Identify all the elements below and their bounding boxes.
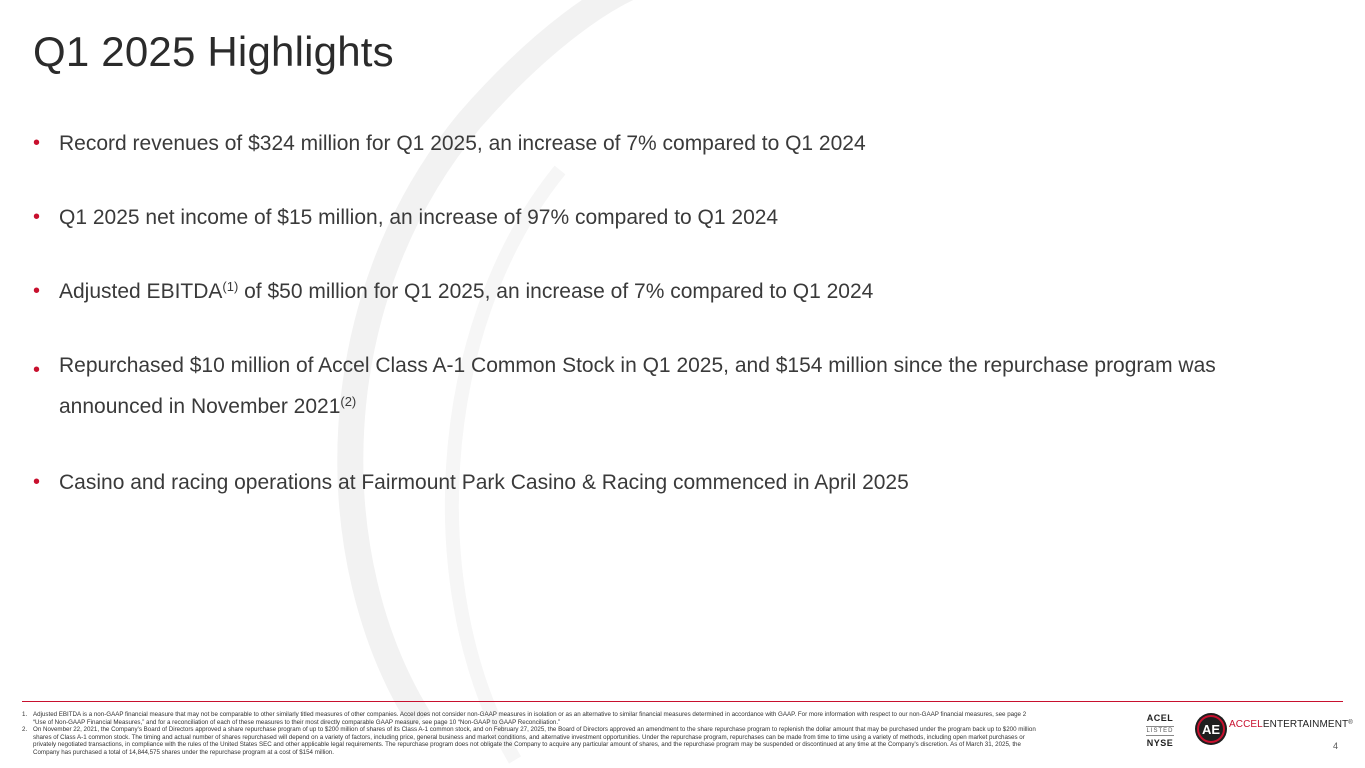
nyse-listed-badge	[1142, 713, 1178, 751]
accel-entertainment-logo-icon	[1194, 712, 1228, 746]
footnote-number: 2.	[22, 726, 28, 734]
logo-trademark: ®	[1348, 720, 1353, 726]
page-title: Q1 2025 Highlights	[33, 28, 394, 75]
highlights-list	[33, 128, 1293, 498]
footnote-number: 1.	[22, 711, 28, 718]
bullet-item-revenue	[33, 128, 1293, 159]
page-number: 4	[1333, 741, 1339, 751]
nyse-exchange: NYSE	[1146, 738, 1174, 748]
bullet-text-pre: Adjusted EBITDA	[59, 280, 223, 303]
logo-badge-text: AE	[1201, 722, 1221, 737]
bullet-item-adjusted-ebitda	[33, 276, 1293, 307]
bullet-text-pre: Repurchased $10 million of Accel Class A-1 Common Stock in Q1 2025, and $154 million since the repurchase program was announced in November 2021	[59, 354, 1216, 418]
footnote-1	[22, 711, 1037, 726]
bullet-text: Q1 2025 net income of $15 million, an increase of 97% compared to Q1 2024	[59, 206, 779, 229]
company-logo-wordmark	[1229, 719, 1353, 730]
nyse-listed-label: LISTED	[1146, 728, 1174, 734]
bullet-item-fairmount	[33, 467, 1293, 498]
logo-name-accent: ACCEL	[1229, 719, 1263, 730]
bullet-text-post: of $50 million for Q1 2025, an increase of 7% compared to Q1 2024	[238, 280, 874, 303]
footnote-text: On November 22, 2021, the Company’s Board of Directors approved a share repurchase program of up to $200 million of shares of its Class A-1 common stock, and on February 27, 2025, the Board of Directors approved an amendment to the share repurchase program to replenish the dollar amount that may be purchased under the program back up to $200 million shares of Class A-1 common stock. The timing and actual number of shares repurchased will depend on a variety of factors, including price, general business and market conditions, and alternative investment opportunities. Under the repurchase program, repurchases can be made from time to time using a variety of methods, including open market purchases or privately negotiated transactions, in compliance with the rules of the United States SEC and other applicable legal requirements. The repurchase program does not obligate the Company to acquire any particular amount of shares, and the repurchase program may be suspended or discontinued at any time at the Company’s discretion. As of March 31, 2025, the Company has purchased a total of 14,844,575 shares under the repurchase program at a cost of $154 million.	[33, 726, 1036, 756]
footnote-text: Adjusted EBITDA is a non-GAAP financial measure that may not be comparable to other similarly titled measures of other companies. Accel does not consider non-GAAP measures in isolation or as an alternative to similar financial measures determined in accordance with GAAP. For more information with respect to our non-GAAP financial measures, see page 2 “Use of Non-GAAP Financial Measures,” and for a reconciliation of each of these measures to their most directly comparable GAAP measure, see page 10 “Non-GAAP to GAAP Reconciliation.”	[33, 711, 1027, 726]
bullet-item-repurchase	[33, 345, 1293, 427]
logo-name-rest: ENTERTAINMENT	[1262, 719, 1349, 730]
footnote-2	[22, 726, 1037, 756]
bullet-text: Record revenues of $324 million for Q1 2025, an increase of 7% compared to Q1 2024	[59, 132, 866, 155]
footer-divider	[22, 701, 1343, 702]
footnotes	[22, 711, 1037, 757]
nyse-ticker: ACEL	[1146, 713, 1174, 723]
bullet-text: Casino and racing operations at Fairmount Park Casino & Racing commenced in April 2025	[59, 471, 909, 494]
footnote-ref: (2)	[340, 394, 357, 409]
bullet-item-net-income	[33, 202, 1293, 233]
footnote-ref: (1)	[222, 279, 239, 294]
